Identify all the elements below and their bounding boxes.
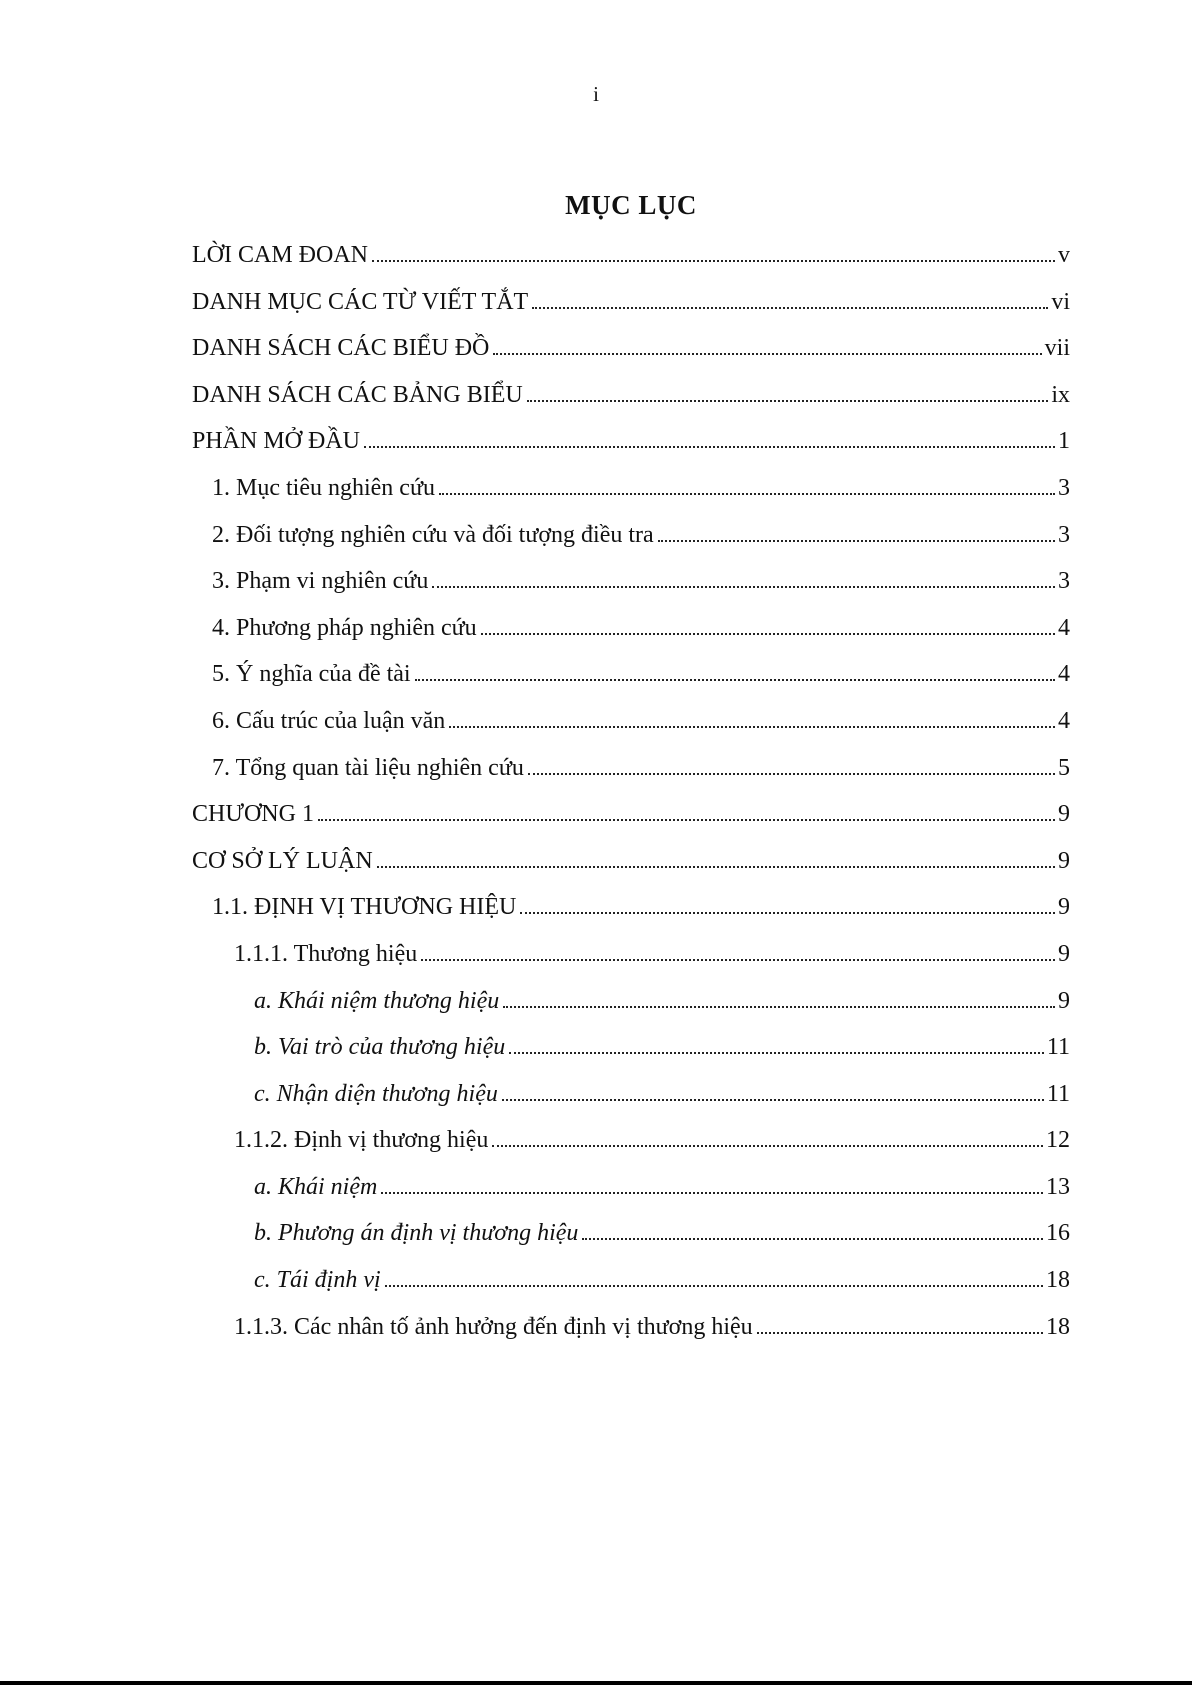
toc-entry-page-number: 12 <box>1046 1127 1070 1154</box>
toc-entry[interactable] <box>0 1306 1192 1353</box>
toc-entry[interactable] <box>0 1119 1192 1166</box>
page-number: i <box>593 82 599 106</box>
toc-entry-label: 1.1. ĐỊNH VỊ THƯƠNG HIỆU <box>212 894 517 921</box>
toc-entry-row <box>254 1079 1070 1109</box>
toc-entry-page-number: 4 <box>1058 614 1070 641</box>
toc-entry-page-number: 1 <box>1058 428 1070 455</box>
dot-leader <box>415 679 1055 681</box>
dot-leader <box>658 540 1055 542</box>
toc-entry-page-number: 18 <box>1046 1267 1070 1294</box>
dot-leader <box>527 400 1049 402</box>
toc-entry-row <box>234 1312 1070 1342</box>
dot-leader <box>385 1285 1043 1287</box>
dot-leader <box>381 1192 1043 1194</box>
toc-entry-row <box>212 473 1070 503</box>
toc-entry[interactable] <box>0 1026 1192 1073</box>
toc-entry-page-number: 9 <box>1058 894 1070 921</box>
dot-leader <box>582 1238 1043 1240</box>
toc-entry[interactable] <box>0 607 1192 654</box>
toc-entry[interactable] <box>0 1073 1192 1120</box>
toc-entry-page-number: 5 <box>1058 754 1070 781</box>
dot-leader <box>509 1052 1044 1054</box>
toc-entry-page-number: ix <box>1051 381 1070 408</box>
toc-entry-row <box>254 1172 1070 1202</box>
toc-entry-label: c. Tái định vị <box>254 1267 381 1294</box>
toc-entry[interactable] <box>0 327 1192 374</box>
toc-entry[interactable] <box>0 1212 1192 1259</box>
toc-title: MỤC LỤC <box>565 190 697 220</box>
toc-entry[interactable] <box>0 886 1192 933</box>
toc-entry-row <box>212 520 1070 550</box>
toc-entry-label: DANH SÁCH CÁC BIỂU ĐỒ <box>192 335 490 362</box>
toc-entry-label: b. Vai trò của thương hiệu <box>254 1034 506 1061</box>
dot-leader <box>528 773 1055 775</box>
dot-leader <box>503 1006 1055 1008</box>
toc-entry-page-number: 9 <box>1058 847 1070 874</box>
toc-entry-row <box>212 659 1070 689</box>
toc-entry-row <box>254 1032 1070 1062</box>
toc-entry-row <box>192 287 1070 317</box>
dot-leader <box>481 633 1055 635</box>
toc-entry-label: 1.1.1. Thương hiệu <box>234 940 418 967</box>
toc-entry-label: DANH SÁCH CÁC BẢNG BIỂU <box>192 381 523 408</box>
toc-entry-page-number: 3 <box>1058 474 1070 501</box>
toc-entry-page-number: 4 <box>1058 661 1070 688</box>
toc-entry-row <box>212 566 1070 596</box>
toc-entry-page-number: 9 <box>1058 801 1070 828</box>
toc-entry[interactable] <box>0 793 1192 840</box>
dot-leader <box>449 726 1055 728</box>
toc-entry[interactable] <box>0 1166 1192 1213</box>
toc-entry-label: 6. Cấu trúc của luận văn <box>212 707 446 734</box>
dot-leader <box>493 353 1041 355</box>
toc-entry-page-number: vi <box>1051 288 1070 315</box>
toc-entry[interactable] <box>0 653 1192 700</box>
bottom-border <box>0 1681 1192 1685</box>
toc-entry-label: 1. Mục tiêu nghiên cứu <box>212 474 435 501</box>
dot-leader <box>757 1332 1043 1334</box>
toc-entry[interactable] <box>0 980 1192 1027</box>
toc-entry-page-number: 3 <box>1058 521 1070 548</box>
toc-entry-row <box>192 426 1070 456</box>
toc-entry-label: 5. Ý nghĩa của đề tài <box>212 661 411 688</box>
toc-entry-row <box>212 892 1070 922</box>
toc-entry[interactable] <box>0 420 1192 467</box>
toc-entry-label: b. Phương án định vị thương hiệu <box>254 1220 579 1247</box>
toc-entry[interactable] <box>0 234 1192 281</box>
toc-entry-row <box>254 1218 1070 1248</box>
toc-entry-page-number: 3 <box>1058 568 1070 595</box>
toc-entry-page-number: v <box>1058 242 1070 268</box>
toc-entry-label: 7. Tổng quan tài liệu nghiên cứu <box>212 754 524 781</box>
toc-entry[interactable] <box>0 514 1192 561</box>
toc-entry-row <box>192 799 1070 829</box>
toc-entry-label: 4. Phương pháp nghiên cứu <box>212 614 477 641</box>
toc-entry[interactable] <box>0 281 1192 328</box>
dot-leader <box>421 959 1055 961</box>
toc-entry-row <box>192 333 1070 363</box>
dot-leader <box>520 912 1055 914</box>
toc-entry-row <box>192 240 1070 270</box>
toc-entry-page-number: 9 <box>1058 987 1070 1014</box>
toc-entry-page-number: 4 <box>1058 707 1070 734</box>
toc-entry-page-number: 16 <box>1046 1220 1070 1247</box>
toc-entry-label: 1.1.2. Định vị thương hiệu <box>234 1127 489 1154</box>
toc-entry-label: CƠ SỞ LÝ LUẬN <box>192 847 373 874</box>
toc-entry-label: 1.1.3. Các nhân tố ảnh hưởng đến định vị thương hiệu <box>234 1313 753 1340</box>
toc-entry-row <box>212 706 1070 736</box>
toc-entry-page-number: 13 <box>1046 1173 1070 1200</box>
toc-entry-label: a. Khái niệm thương hiệu <box>254 987 500 1014</box>
toc-entry-label: DANH MỤC CÁC TỪ VIẾT TẮT <box>192 288 529 315</box>
toc-entry[interactable] <box>0 374 1192 421</box>
toc-entry[interactable] <box>0 1259 1192 1306</box>
toc-entry-page-number: 9 <box>1058 940 1070 967</box>
toc-entry-row <box>254 986 1070 1016</box>
toc-entry-page-number: 11 <box>1046 1080 1070 1107</box>
toc-entry-label: PHẦN MỞ ĐẦU <box>192 428 361 455</box>
toc-entry-row <box>234 1125 1070 1155</box>
toc-entry[interactable] <box>0 933 1192 980</box>
toc-entry-label: LỜI CAM ĐOAN <box>192 242 368 268</box>
toc-entry-label: CHƯƠNG 1 <box>192 801 314 828</box>
toc-entry-row <box>192 846 1070 876</box>
toc-entry-label: c. Nhận diện thương hiệu <box>254 1080 498 1107</box>
toc-entry[interactable] <box>0 560 1192 607</box>
dot-leader <box>502 1099 1044 1101</box>
toc-entry[interactable] <box>0 840 1192 887</box>
toc-entry-row <box>212 613 1070 643</box>
toc-entry-row <box>254 1265 1070 1295</box>
dot-leader <box>364 446 1055 448</box>
dot-leader <box>432 586 1055 588</box>
dot-leader <box>372 260 1055 262</box>
dot-leader <box>532 307 1048 309</box>
toc-entry[interactable] <box>0 700 1192 747</box>
toc-entry-label: 3. Phạm vi nghiên cứu <box>212 568 429 595</box>
dot-leader <box>377 866 1055 868</box>
toc-entry-label: 2. Đối tượng nghiên cứu và đối tượng điều tra <box>212 521 654 548</box>
table-of-contents <box>0 234 1192 1352</box>
dot-leader <box>492 1145 1043 1147</box>
toc-entry-page-number: vii <box>1044 335 1070 362</box>
toc-entry-label: a. Khái niệm <box>254 1173 378 1200</box>
toc-entry-page-number: 18 <box>1046 1313 1070 1340</box>
toc-entry[interactable] <box>0 747 1192 794</box>
toc-entry-row <box>212 753 1070 783</box>
dot-leader <box>318 819 1055 821</box>
toc-entry-row <box>192 380 1070 410</box>
toc-entry[interactable] <box>0 467 1192 514</box>
toc-entry-page-number: 11 <box>1046 1034 1070 1061</box>
dot-leader <box>439 493 1055 495</box>
toc-entry-row <box>234 939 1070 969</box>
